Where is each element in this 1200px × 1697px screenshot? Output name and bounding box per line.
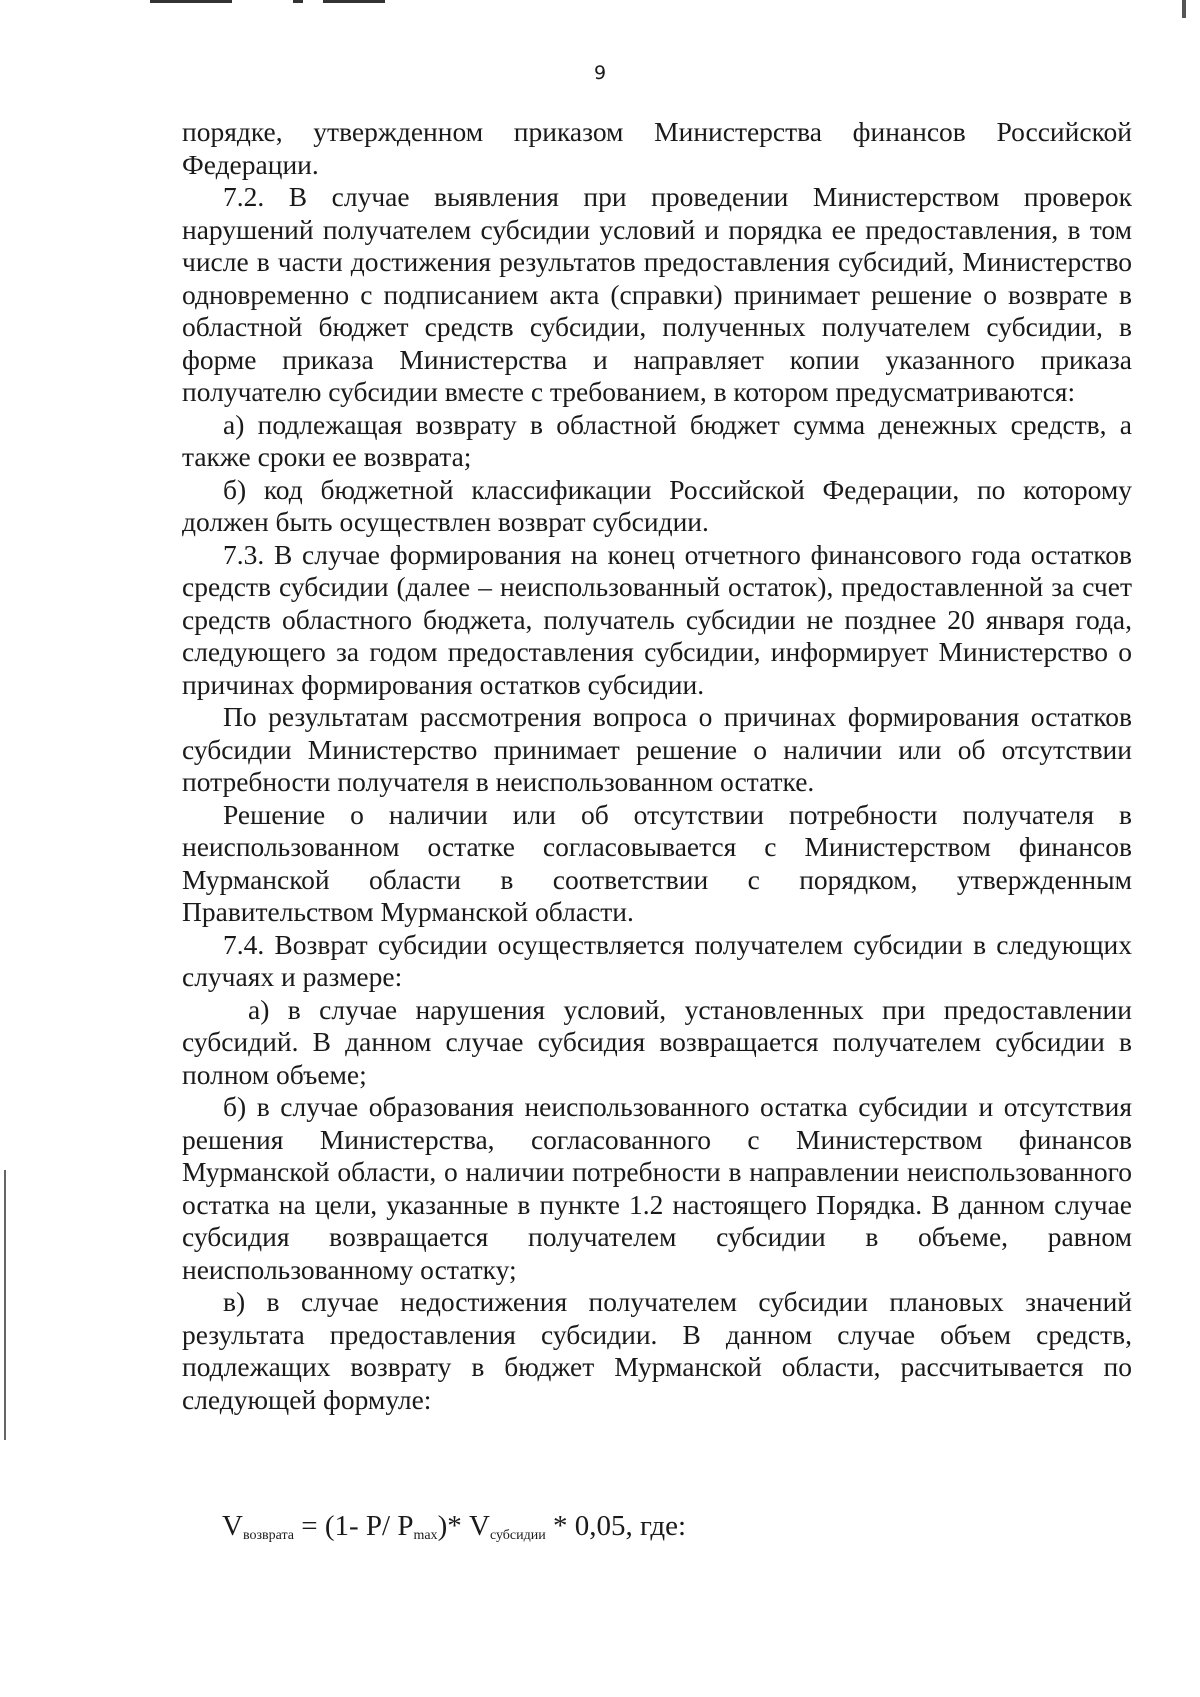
paragraph-7-3: 7.3. В случае формирования на конец отчетного финансового года остатков средств субсидии (далее – неиспользованный остаток), предоставленной за счет средств областного бюджета, получатель субсидии не позднее 20 января года, следующего за годом предоставления субсидии, информирует Министерство о причинах формирования остатков субсидии. bbox=[182, 538, 1132, 700]
paragraph-item-b: б) код бюджетной классификации Российской Федерации, по которому должен быть осуществлен возврат субсидии. bbox=[182, 473, 1132, 537]
paragraph-case-a: а) в случае нарушения условий, установленных при предоставлении субсидий. В данном случае субсидия возвращается получателем субсидии в полном объеме; bbox=[182, 993, 1132, 1090]
paragraph-case-v: в) в случае недостижения получателем субсидии плановых значений результата предоставления субсидии. В данном случае объем средств, подлежащих возврату в бюджет Мурманской области, рассчитывается по следующей формуле: bbox=[182, 1286, 1132, 1415]
formula-v-refund: V bbox=[222, 1510, 243, 1542]
formula-multiply: * bbox=[447, 1510, 469, 1542]
scan-mark bbox=[323, 0, 385, 3]
formula-sub-subsidy: субсидии bbox=[489, 1528, 546, 1543]
formula-coefficient: 0,05, где: bbox=[574, 1510, 687, 1542]
formula-sub-refund: возврата bbox=[242, 1528, 294, 1543]
refund-formula bbox=[222, 1510, 686, 1544]
document-body bbox=[182, 116, 1132, 1416]
scan-mark bbox=[293, 0, 303, 3]
page-number: 9 bbox=[593, 62, 607, 84]
scan-artifact-top bbox=[150, 0, 420, 6]
paragraph-case-b: б) в случае образования неиспользованного остатка субсидии и отсутствия решения Министерства, согласованного с Министерством финансов Мурманской области, о наличии потребности в направлении неиспользованного остатка на цели, указанные в пункте 1.2 настоящего Порядка. В данном случае субсидия возвращается получателем субсидии в объеме, равном неиспользованному остатку; bbox=[182, 1091, 1132, 1285]
formula-ratio: = (1- P/ P bbox=[293, 1510, 414, 1542]
formula-sub-max: max bbox=[413, 1528, 438, 1543]
scan-artifact-left-edge bbox=[4, 1170, 6, 1440]
paragraph-7-4: 7.4. Возврат субсидии осуществляется получателем субсидии в следующих случаях и размере: bbox=[182, 928, 1132, 992]
formula-close-paren: ) bbox=[437, 1510, 448, 1542]
formula-v-subsidy: V bbox=[468, 1510, 490, 1542]
paragraph-item-a: а) подлежащая возврату в областной бюджет сумма денежных средств, а также сроки ее возврата; bbox=[182, 408, 1132, 472]
scan-artifact-right bbox=[1182, 0, 1186, 18]
paragraph-7-2: 7.2. В случае выявления при проведении Министерством проверок нарушений получателем субсидии условий и порядка ее предоставления, в том числе в части достижения результатов предоставления субсидий, Министерство одновременно с подписанием акта (справки) принимает решение о возврате в областной бюджет средств субсидии, полученных получателем субсидии, в форме приказа Министерства и направляет копии указанного приказа получателю субсидии вместе с требованием, в котором предусматриваются: bbox=[182, 181, 1132, 407]
paragraph-continuation: порядке, утвержденном приказом Министерства финансов Российской Федерации. bbox=[182, 116, 1132, 180]
paragraph-decision-review: По результатам рассмотрения вопроса о причинах формирования остатков субсидии Министерство принимает решение о наличии или об отсутствии потребности получателя в неиспользованном остатке. bbox=[182, 701, 1132, 797]
formula-multiply-2: * bbox=[545, 1510, 575, 1542]
paragraph-decision-approval: Решение о наличии или об отсутствии потребности получателя в неиспользованном остатке согласовывается с Министерством финансов Мурманской области в соответствии с порядком, утвержденным Правительством Мурманской области. bbox=[182, 798, 1132, 927]
scan-mark bbox=[150, 0, 232, 3]
